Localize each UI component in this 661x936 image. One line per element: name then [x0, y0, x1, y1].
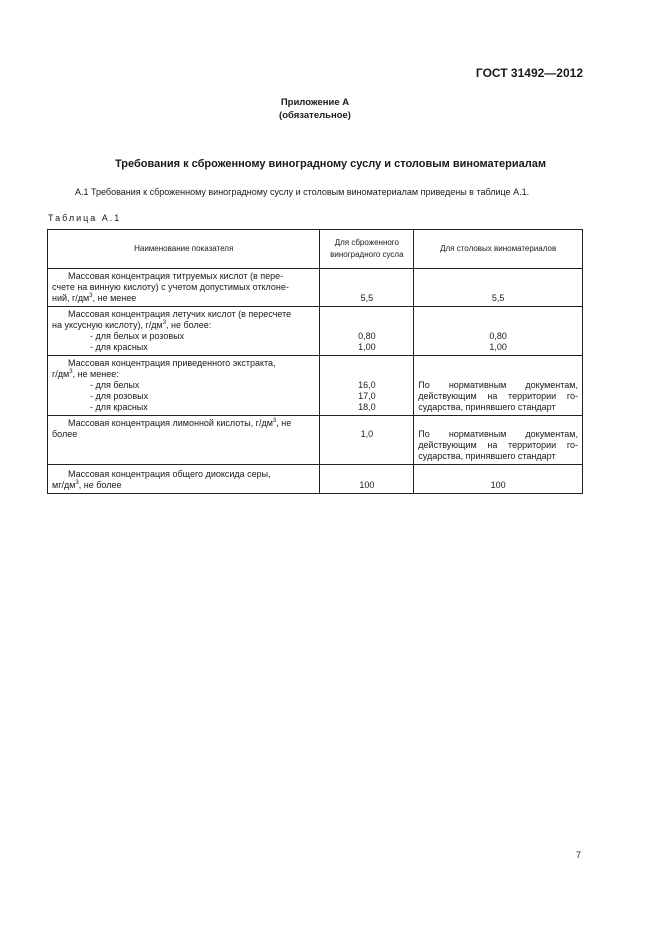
table-caption: Таблица А.1 — [48, 213, 122, 223]
row-3-sub-1: - для белых — [90, 380, 140, 390]
row-4-note-3: сударства, принявшего стандарт — [418, 451, 556, 461]
table-row — [48, 269, 583, 307]
row-2-sup: 3 — [162, 320, 167, 326]
intro-paragraph: А.1 Требования к сброженному виноградному суслу и столовым виноматериалам приведены в таблице А.1. — [75, 187, 530, 197]
row-3-sub-3: - для красных — [90, 402, 148, 412]
table-row — [48, 307, 583, 356]
row-3-wine-note — [414, 356, 583, 416]
row-2-wine-value — [414, 307, 583, 356]
row-5-wine-value — [414, 465, 583, 494]
row-2-wine-v1: 1,00 — [489, 342, 507, 352]
row-2-must-v1: 1,00 — [358, 342, 376, 352]
row-2-indicator — [48, 307, 320, 356]
row-3-indicator — [48, 356, 320, 416]
row-1-line-1: Массовая концентрация титруемых кислот (в пере- — [68, 271, 284, 281]
row-3-sub-2: - для розовых — [90, 391, 149, 401]
row-2-line-2-text: на уксусную кислоту), г/дм — [52, 320, 163, 330]
row-5-line-2 — [52, 480, 315, 491]
appendix-status: (обязательное) — [279, 110, 351, 121]
row-1-must-v0: 5,5 — [360, 293, 374, 303]
row-4-line-2: более — [52, 429, 78, 439]
row-2-line-1: Массовая концентрация летучих кислот (в пересчете — [68, 309, 292, 319]
row-4-must-value — [320, 416, 414, 465]
header-indicator: Наименование показателя — [48, 230, 320, 269]
row-1-wine-v0: 5,5 — [491, 293, 505, 303]
row-2-wine-v0: 0,80 — [489, 331, 507, 341]
row-3-line-2 — [52, 369, 315, 380]
row-3-sup: 3 — [69, 369, 73, 375]
header-table-wines: Для столовых виноматериалов — [414, 230, 583, 269]
row-4-line-1-text: Массовая концентрация лимонной кислоты, г/дм — [68, 418, 273, 428]
appendix-title: Приложение А — [280, 97, 350, 108]
row-3-line-1: Массовая концентрация приведенного экстракта, — [68, 358, 276, 368]
row-1-must-value — [320, 269, 414, 307]
table-header-row — [48, 230, 583, 269]
requirements-table — [47, 229, 583, 494]
row-1-line-3 — [52, 293, 315, 304]
row-5-line-2-text: мг/дм — [52, 480, 76, 490]
row-1-tail: , не менее — [92, 293, 137, 303]
row-4-sup: 3 — [272, 418, 277, 424]
row-4-note-1: По нормативным документам, — [418, 429, 578, 439]
row-3-note-1: По нормативным документам, — [418, 380, 578, 390]
row-5-wine-v0: 100 — [490, 480, 506, 490]
row-5-indicator — [48, 465, 320, 494]
appendix-title-block — [0, 96, 630, 122]
row-4-wine-note — [414, 416, 583, 465]
row-1-indicator — [48, 269, 320, 307]
row-2-sub-1: - для белых и розовых — [90, 331, 185, 341]
row-2-must-value — [320, 307, 414, 356]
header-fermented-must-line1: Для сброженного — [334, 238, 399, 247]
row-5-line-1: Массовая концентрация общего диоксида серы, — [68, 469, 271, 479]
section-heading: Требования к сброженному виноградному суслу и столовым виноматериалам — [114, 158, 547, 170]
row-3-must-v0: 16,0 — [358, 380, 376, 390]
row-5-sup: 3 — [75, 480, 79, 486]
document-code: ГОСТ 31492—2012 — [475, 66, 583, 80]
row-4-note-2: действующим на территории го- — [418, 440, 578, 450]
row-3-note-2: действующим на территории го- — [418, 391, 578, 401]
table-row — [48, 416, 583, 465]
row-4-indicator — [48, 416, 320, 465]
row-3-line-2-text: г/дм — [52, 369, 70, 379]
row-2-must-v0: 0,80 — [358, 331, 376, 341]
row-1-line-2: счете на винную кислоту) с учетом допустимых отклоне- — [52, 282, 289, 292]
row-1-line-3-text: ний, г/дм — [52, 293, 90, 303]
row-5-tail: , не более — [78, 480, 122, 490]
row-3-must-v2: 18,0 — [358, 402, 376, 412]
row-3-must-v1: 17,0 — [358, 391, 376, 401]
row-1-sup: 3 — [89, 293, 93, 299]
row-4-tail: , не — [276, 418, 292, 428]
header-fermented-must-line2: виноградного сусла — [330, 250, 404, 259]
page-number: 7 — [575, 850, 581, 860]
row-1-wine-value — [414, 269, 583, 307]
row-4-line-1 — [52, 418, 315, 429]
row-3-tail: , не менее: — [72, 369, 119, 379]
row-2-tail: , не более: — [166, 320, 212, 330]
row-2-line-2 — [52, 320, 315, 331]
row-5-must-v0: 100 — [359, 480, 375, 490]
row-5-must-value — [320, 465, 414, 494]
table-row — [48, 465, 583, 494]
table-row — [48, 356, 583, 416]
row-3-must-value — [320, 356, 414, 416]
row-4-must-v0: 1,0 — [360, 429, 374, 439]
row-3-note-3: сударства, принявшего стандарт — [418, 402, 556, 412]
row-2-sub-2: - для красных — [90, 342, 148, 352]
header-fermented-must — [320, 230, 414, 269]
